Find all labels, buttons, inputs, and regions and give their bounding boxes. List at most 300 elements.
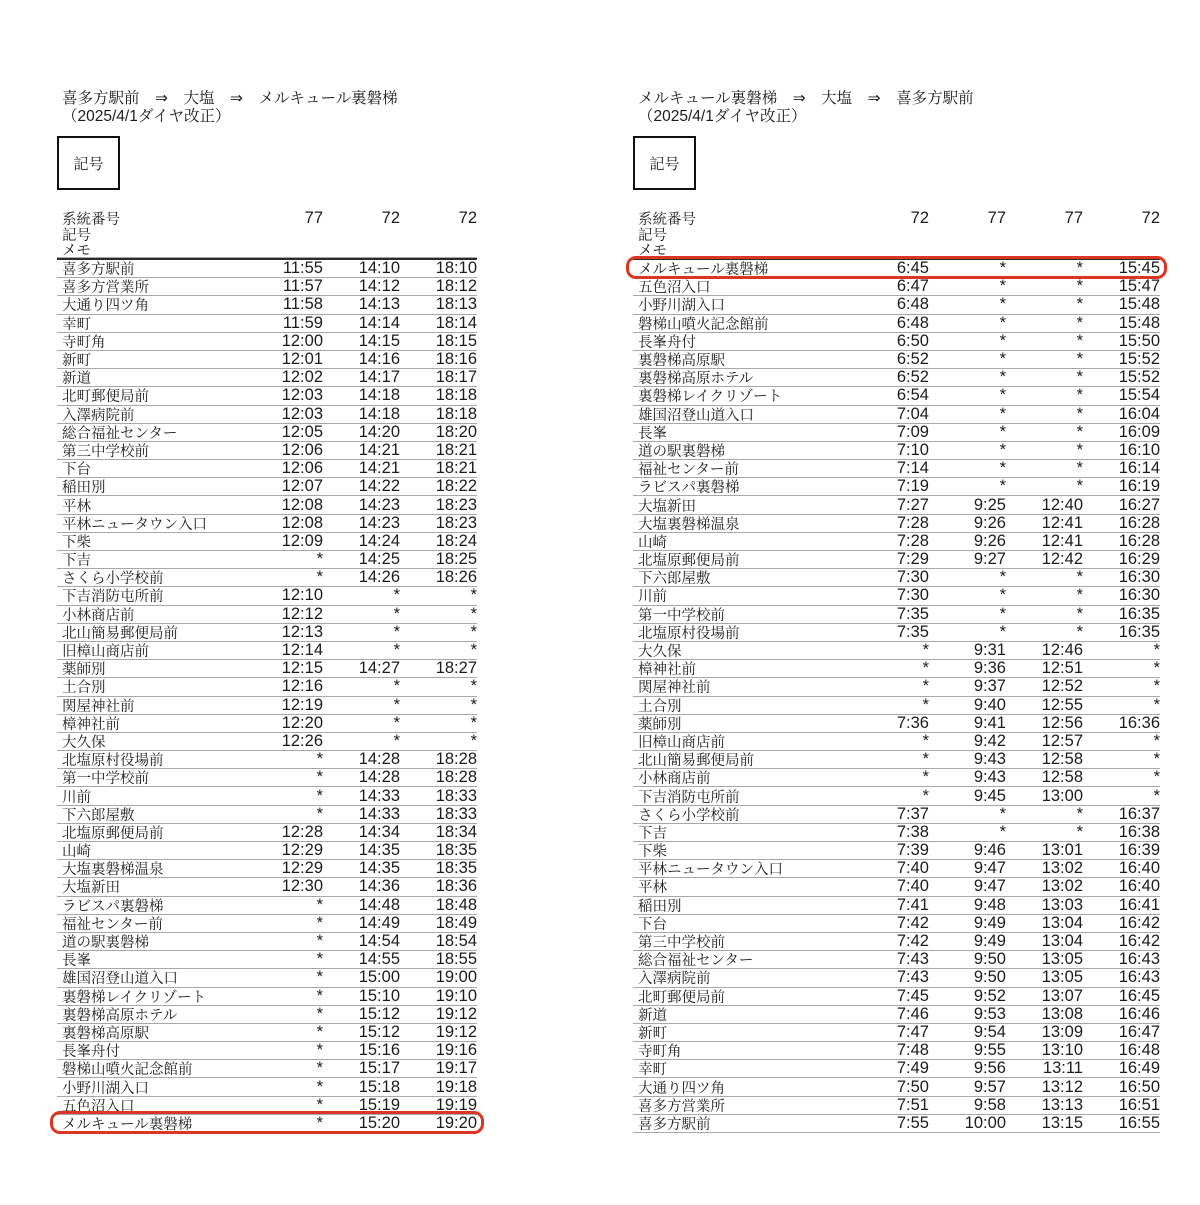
no-service-cell: * (1076, 586, 1083, 605)
stop-name: 下台 (62, 462, 91, 479)
time-cell: 19:00 (435, 968, 477, 987)
time-cell: 12:10 (281, 586, 323, 605)
time-cell: 14:17 (358, 368, 400, 387)
no-service-cell: * (1153, 695, 1160, 714)
stop-name: 北塩原村役場前 (62, 753, 164, 770)
time-cell: 12:56 (1041, 713, 1083, 732)
time-cell: 9:46 (973, 841, 1006, 860)
no-service-cell: * (470, 641, 477, 660)
time-cell: 15:12 (358, 1022, 400, 1041)
time-cell: 14:33 (358, 786, 400, 805)
time-cell: 13:04 (1041, 932, 1083, 951)
stop-name: 大久保 (62, 734, 106, 751)
time-cell: 7:49 (896, 1059, 929, 1078)
stop-name: 裏磐梯高原ホテル (62, 1007, 178, 1024)
time-cell: 7:51 (896, 1095, 929, 1114)
stop-name: 稲田別 (638, 898, 682, 915)
no-service-cell: * (1076, 804, 1083, 823)
stop-name: 新道 (62, 371, 91, 388)
time-cell: 16:43 (1118, 968, 1160, 987)
time-cell: 14:34 (358, 822, 400, 841)
time-cell: 13:13 (1041, 1095, 1083, 1114)
time-cell: 16:36 (1118, 713, 1160, 732)
time-cell: 12:03 (281, 386, 323, 405)
no-service-cell: * (1076, 622, 1083, 641)
timetable (57, 90, 477, 1133)
no-service-cell: * (1076, 386, 1083, 405)
no-service-cell: * (922, 731, 929, 750)
time-cell: 7:40 (896, 877, 929, 896)
no-service-cell: * (316, 1095, 323, 1114)
time-cell: 13:02 (1041, 877, 1083, 896)
time-cell: 16:37 (1118, 804, 1160, 823)
no-service-cell: * (316, 1022, 323, 1041)
no-service-cell: * (999, 350, 1006, 369)
no-service-cell: * (999, 277, 1006, 296)
time-cell: 13:12 (1041, 1077, 1083, 1096)
time-cell: 13:11 (1042, 1059, 1083, 1078)
stop-name: さくら小学校前 (638, 807, 740, 824)
time-cell: 9:55 (973, 1041, 1006, 1060)
stop-name: 土合別 (62, 680, 106, 697)
stop-name: 薬師別 (62, 662, 106, 679)
time-cell: 13:05 (1041, 950, 1083, 969)
time-cell: 12:52 (1041, 677, 1083, 696)
time-cell: 16:49 (1118, 1059, 1160, 1078)
stop-name: 道の駅裏磐梯 (638, 443, 725, 460)
no-service-cell: * (999, 386, 1006, 405)
time-cell: 9:50 (973, 968, 1006, 987)
time-cell: 16:50 (1118, 1077, 1160, 1096)
time-cell: 14:55 (358, 950, 400, 969)
time-cell: 7:42 (896, 913, 929, 932)
memo-row (633, 242, 1160, 258)
no-service-cell: * (922, 786, 929, 805)
time-cell: 6:47 (896, 277, 929, 296)
time-cell: 7:37 (896, 804, 929, 823)
time-cell: 18:15 (435, 331, 477, 350)
no-service-cell: * (1076, 331, 1083, 350)
no-service-cell: * (316, 768, 323, 787)
stop-row (633, 1115, 1160, 1133)
time-cell: 16:45 (1118, 986, 1160, 1005)
time-cell: 9:49 (973, 932, 1006, 951)
time-cell: 19:20 (435, 1113, 477, 1132)
kigo-row-label: 記号 (62, 227, 91, 244)
stop-name: 小林商店前 (62, 607, 135, 624)
time-cell: 12:58 (1041, 750, 1083, 769)
time-cell: 12:57 (1041, 731, 1083, 750)
no-service-cell: * (922, 750, 929, 769)
time-cell: 13:07 (1041, 986, 1083, 1005)
route-number: 77 (1064, 208, 1083, 227)
time-cell: 14:10 (358, 259, 400, 278)
time-cell: 12:29 (281, 841, 323, 860)
no-service-cell: * (393, 604, 400, 623)
time-cell: 11:57 (282, 277, 323, 296)
time-cell: 18:23 (435, 495, 477, 514)
stop-name: メルキュール裏磐梯 (62, 1116, 193, 1133)
time-cell: 12:41 (1041, 513, 1083, 532)
time-cell: 14:36 (358, 877, 400, 896)
stop-name: 川前 (638, 589, 667, 606)
no-service-cell: * (316, 804, 323, 823)
time-cell: 9:58 (973, 1095, 1006, 1114)
time-cell: 12:08 (281, 513, 323, 532)
route-number-label: 系統番号 (62, 211, 120, 228)
kigo-legend-box (57, 136, 120, 190)
no-service-cell: * (999, 295, 1006, 314)
no-service-cell: * (316, 1077, 323, 1096)
no-service-cell: * (999, 331, 1006, 350)
stop-name: 下柴 (62, 534, 91, 551)
time-cell: 9:53 (973, 1004, 1006, 1023)
time-cell: 14:33 (358, 804, 400, 823)
memo-row (57, 242, 477, 258)
stop-name: 小林商店前 (638, 771, 711, 788)
time-cell: 16:38 (1118, 822, 1160, 841)
time-cell: 6:52 (896, 368, 929, 387)
no-service-cell: * (1076, 277, 1083, 296)
stop-name: 喜多方駅前 (62, 262, 135, 279)
stop-name: 北塩原村役場前 (638, 625, 740, 642)
time-cell: 14:35 (358, 859, 400, 878)
time-cell: 15:54 (1118, 386, 1160, 405)
stop-name: 福祉センター前 (62, 916, 163, 933)
time-cell: 7:27 (896, 495, 929, 514)
no-service-cell: * (316, 950, 323, 969)
time-cell: 12:01 (281, 350, 323, 369)
stop-rows (57, 258, 477, 1133)
no-service-cell: * (922, 768, 929, 787)
time-cell: 16:39 (1118, 841, 1160, 860)
time-cell: 12:13 (281, 622, 323, 641)
time-cell: 15:16 (358, 1041, 400, 1060)
kigo-legend-box (633, 136, 696, 190)
no-service-cell: * (999, 822, 1006, 841)
stop-name: 総合福祉センター (638, 953, 754, 970)
time-cell: 7:50 (896, 1077, 929, 1096)
route-title: 喜多方駅前 ⇒ 大塩 ⇒ メルキュール裏磐梯 (62, 90, 398, 107)
time-cell: 13:05 (1041, 968, 1083, 987)
no-service-cell: * (999, 622, 1006, 641)
time-cell: 6:52 (896, 350, 929, 369)
time-cell: 14:27 (358, 659, 400, 678)
stop-name: 平林 (62, 498, 91, 515)
time-cell: 9:25 (973, 495, 1006, 514)
time-cell: 9:47 (973, 877, 1006, 896)
time-cell: 18:33 (435, 786, 477, 805)
no-service-cell: * (470, 731, 477, 750)
time-cell: 13:09 (1041, 1022, 1083, 1041)
stop-name: 磐梯山噴火記念館前 (62, 1062, 193, 1079)
memo-row-label: メモ (638, 243, 667, 259)
time-cell: 11:55 (282, 259, 323, 278)
table-header (57, 210, 477, 258)
no-service-cell: * (1076, 604, 1083, 623)
time-cell: 12:14 (281, 641, 323, 660)
time-cell: 7:41 (896, 895, 929, 914)
time-cell: 15:17 (358, 1059, 400, 1078)
time-cell: 7:36 (896, 713, 929, 732)
no-service-cell: * (999, 422, 1006, 441)
stop-name: 喜多方駅前 (638, 1116, 711, 1133)
time-cell: 16:47 (1118, 1022, 1160, 1041)
kigo-row-label: 記号 (638, 227, 667, 244)
no-service-cell: * (316, 1059, 323, 1078)
no-service-cell: * (999, 440, 1006, 459)
stop-name: 山崎 (62, 844, 91, 861)
time-cell: 16:28 (1118, 531, 1160, 550)
time-cell: 9:52 (973, 986, 1006, 1005)
no-service-cell: * (1076, 422, 1083, 441)
stop-name: メルキュール裏磐梯 (638, 262, 769, 279)
stop-name: 磐梯山噴火記念館前 (638, 316, 769, 333)
time-cell: 13:15 (1041, 1113, 1083, 1132)
time-cell: 14:14 (358, 313, 400, 332)
no-service-cell: * (316, 1041, 323, 1060)
time-cell: 13:03 (1041, 895, 1083, 914)
no-service-cell: * (470, 677, 477, 696)
time-cell: 9:48 (973, 895, 1006, 914)
stop-name: 福祉センター前 (638, 462, 739, 479)
time-cell: 7:40 (896, 859, 929, 878)
stop-name: 裏磐梯レイクリゾート (62, 989, 206, 1006)
time-cell: 16:35 (1118, 604, 1160, 623)
stop-name: 裏磐梯高原ホテル (638, 371, 754, 388)
no-service-cell: * (1153, 731, 1160, 750)
time-cell: 6:45 (896, 259, 929, 278)
time-cell: 9:26 (973, 513, 1006, 532)
no-service-cell: * (1076, 440, 1083, 459)
time-cell: 15:45 (1118, 259, 1160, 278)
time-cell: 14:54 (358, 932, 400, 951)
time-cell: 10:00 (964, 1113, 1006, 1132)
time-cell: 7:29 (896, 550, 929, 569)
time-cell: 16:43 (1118, 950, 1160, 969)
no-service-cell: * (316, 932, 323, 951)
time-cell: 16:04 (1118, 404, 1160, 423)
route-number: 72 (381, 208, 400, 227)
stop-name: 道の駅裏磐梯 (62, 935, 149, 952)
stop-name: 幸町 (638, 1062, 667, 1079)
stop-name: 第一中学校前 (62, 771, 149, 788)
time-cell: 16:42 (1118, 913, 1160, 932)
time-cell: 6:48 (896, 313, 929, 332)
time-cell: 18:24 (435, 531, 477, 550)
stop-name: 雄国沼登山道入口 (62, 971, 178, 988)
time-cell: 14:20 (358, 422, 400, 441)
no-service-cell: * (999, 477, 1006, 496)
stop-name: 平林ニュータウン入口 (638, 862, 783, 879)
time-cell: 9:50 (973, 950, 1006, 969)
time-cell: 7:10 (896, 440, 929, 459)
time-cell: 7:35 (896, 622, 929, 641)
time-cell: 18:26 (435, 568, 477, 587)
time-cell: 16:28 (1118, 513, 1160, 532)
no-service-cell: * (1153, 659, 1160, 678)
stop-name: 大塩裏磐梯温泉 (62, 862, 164, 879)
time-cell: 7:28 (896, 513, 929, 532)
route-number: 72 (458, 208, 477, 227)
time-cell: 12:29 (281, 859, 323, 878)
time-cell: 14:15 (358, 331, 400, 350)
stop-name: 北山簡易郵便局前 (62, 625, 178, 642)
time-cell: 18:28 (435, 750, 477, 769)
time-cell: 7:55 (896, 1113, 929, 1132)
route-number: 72 (1141, 208, 1160, 227)
time-cell: 16:30 (1118, 586, 1160, 605)
stop-name: 川前 (62, 789, 91, 806)
no-service-cell: * (1076, 822, 1083, 841)
time-cell: 14:26 (358, 568, 400, 587)
no-service-cell: * (393, 641, 400, 660)
time-cell: 19:12 (435, 1022, 477, 1041)
stop-name: 平林 (638, 880, 667, 897)
stop-name: 大通り四ツ角 (638, 1080, 725, 1097)
time-cell: 7:38 (896, 822, 929, 841)
time-cell: 16:14 (1118, 459, 1160, 478)
time-cell: 12:06 (281, 440, 323, 459)
time-cell: 7:45 (896, 986, 929, 1005)
stop-name: 喜多方営業所 (638, 1098, 725, 1115)
time-cell: 19:12 (435, 1004, 477, 1023)
stop-name: 寺町角 (62, 334, 106, 351)
no-service-cell: * (470, 713, 477, 732)
time-cell: 12:19 (281, 695, 323, 714)
stop-name: 樟神社前 (638, 662, 696, 679)
stop-name: 裏磐梯高原駅 (62, 1025, 149, 1042)
stop-name: 平林ニュータウン入口 (62, 516, 207, 533)
time-cell: 18:54 (435, 932, 477, 951)
time-cell: 14:18 (358, 386, 400, 405)
stop-name: 第三中学校前 (638, 935, 725, 952)
time-cell: 14:18 (358, 404, 400, 423)
time-cell: 12:12 (281, 604, 323, 623)
time-cell: 14:24 (358, 531, 400, 550)
time-cell: 14:23 (358, 513, 400, 532)
no-service-cell: * (316, 1113, 323, 1132)
time-cell: 18:34 (435, 822, 477, 841)
time-cell: 14:21 (358, 440, 400, 459)
time-cell: 18:21 (435, 459, 477, 478)
time-cell: 13:01 (1041, 841, 1083, 860)
revision-note: （2025/4/1ダイヤ改正） (638, 108, 807, 125)
stop-name: 幸町 (62, 316, 91, 333)
time-cell: 13:02 (1041, 859, 1083, 878)
time-cell: 7:43 (896, 968, 929, 987)
time-cell: 18:21 (435, 440, 477, 459)
time-cell: 18:28 (435, 768, 477, 787)
stop-name: 第一中学校前 (638, 607, 725, 624)
time-cell: 14:21 (358, 459, 400, 478)
stop-name: 喜多方営業所 (62, 280, 149, 297)
time-cell: 7:35 (896, 604, 929, 623)
time-cell: 14:25 (358, 550, 400, 569)
no-service-cell: * (1076, 259, 1083, 278)
time-cell: 7:30 (896, 568, 929, 587)
stop-name: 大塩裏磐梯温泉 (638, 516, 740, 533)
no-service-cell: * (1076, 368, 1083, 387)
time-cell: 11:59 (282, 313, 323, 332)
time-cell: 18:36 (435, 877, 477, 896)
no-service-cell: * (922, 641, 929, 660)
time-cell: 16:42 (1118, 932, 1160, 951)
time-cell: 12:51 (1041, 659, 1083, 678)
time-cell: 7:48 (896, 1041, 929, 1060)
stop-name: 大通り四ツ角 (62, 298, 149, 315)
stop-name: 小野川湖入口 (638, 298, 725, 315)
stop-rows (633, 258, 1160, 1133)
stop-name: さくら小学校前 (62, 571, 164, 588)
no-service-cell: * (470, 622, 477, 641)
no-service-cell: * (999, 259, 1006, 278)
no-service-cell: * (316, 986, 323, 1005)
time-cell: 7:28 (896, 531, 929, 550)
stop-name: 下吉 (638, 825, 667, 842)
no-service-cell: * (1076, 295, 1083, 314)
no-service-cell: * (393, 677, 400, 696)
route-number: 77 (987, 208, 1006, 227)
time-cell: 18:27 (435, 659, 477, 678)
time-cell: 9:41 (973, 713, 1006, 732)
no-service-cell: * (316, 568, 323, 587)
timetable (633, 90, 1160, 1133)
time-cell: 15:52 (1118, 368, 1160, 387)
time-cell: 16:27 (1118, 495, 1160, 514)
no-service-cell: * (999, 604, 1006, 623)
stop-name: 入澤病院前 (638, 971, 711, 988)
time-cell: 15:47 (1118, 277, 1160, 296)
stop-name: 雄国沼登山道入口 (638, 407, 754, 424)
stop-name: 土合別 (638, 698, 682, 715)
time-cell: 19:18 (435, 1077, 477, 1096)
stop-name: 北塩原郵便局前 (62, 825, 164, 842)
time-cell: 16:30 (1118, 568, 1160, 587)
time-cell: 12:26 (281, 731, 323, 750)
table-header (633, 210, 1160, 258)
no-service-cell: * (393, 622, 400, 641)
time-cell: 12:46 (1041, 641, 1083, 660)
time-cell: 18:48 (435, 895, 477, 914)
no-service-cell: * (922, 677, 929, 696)
stop-name: ラビスパ裏磐梯 (638, 480, 740, 497)
time-cell: 16:10 (1118, 440, 1160, 459)
no-service-cell: * (1153, 677, 1160, 696)
time-cell: 9:27 (973, 550, 1006, 569)
time-cell: 14:28 (358, 750, 400, 769)
no-service-cell: * (1153, 786, 1160, 805)
time-cell: 19:17 (435, 1059, 477, 1078)
stop-name: 五色沼入口 (638, 280, 711, 297)
time-cell: 6:48 (896, 295, 929, 314)
time-cell: 16:55 (1118, 1113, 1160, 1132)
time-cell: 12:03 (281, 404, 323, 423)
time-cell: 15:12 (358, 1004, 400, 1023)
no-service-cell: * (316, 750, 323, 769)
time-cell: 19:10 (435, 986, 477, 1005)
time-cell: 18:14 (435, 313, 477, 332)
time-cell: 15:48 (1118, 295, 1160, 314)
time-cell: 7:42 (896, 932, 929, 951)
time-cell: 7:43 (896, 950, 929, 969)
stop-name: 第三中学校前 (62, 443, 149, 460)
time-cell: 18:55 (435, 950, 477, 969)
stop-name: 新町 (638, 1025, 667, 1042)
stop-name: 下吉消防屯所前 (638, 789, 740, 806)
no-service-cell: * (1076, 350, 1083, 369)
kigo-legend-label: 記号 (73, 155, 104, 173)
